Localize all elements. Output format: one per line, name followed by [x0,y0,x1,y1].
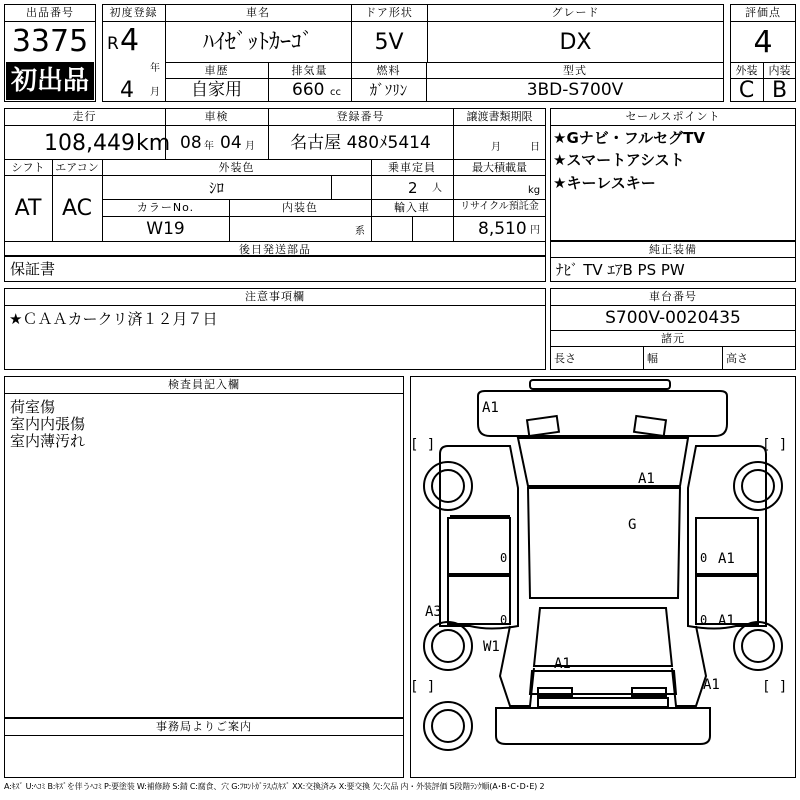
recycle-value: 8,510 [478,219,527,239]
model-value: 3BD-S700V [526,80,624,100]
car-name-value: ﾊｲｾﾞｯﾄｶｰｺﾞ [202,30,313,55]
first-reg-era: R [107,34,119,54]
interior-color-label: 内装色 [282,201,318,214]
first-reg-year: 4 [120,23,140,58]
transfer-day-unit: 日 [530,142,540,153]
recycle-unit: 円 [530,225,540,236]
diagram-bracket: [ ] [410,437,436,453]
sales-points-label: セールスポイント [625,110,721,123]
damage-mark: A1 [482,400,499,416]
dimensions-length: 長さ [554,352,576,365]
diagram-bracket: [ ] [762,679,788,695]
transfer-month-unit: 月 [491,142,501,153]
mileage-unit: km [136,131,171,156]
car-name-label: 車名 [246,6,270,19]
later-parts-box [4,256,546,282]
chassis-label: 車台番号 [649,290,697,303]
sales-point-item: ★Gナビ・フルセグTV [553,129,706,147]
diagram-bracket: [ ] [762,437,788,453]
damage-mark: W1 [483,639,500,655]
max-load-unit: kg [528,185,541,196]
notes-label: 注意事項欄 [245,290,305,303]
damage-mark: A1 [554,656,571,672]
first-reg-label: 初度登録 [109,6,158,19]
transfer-label: 譲渡書類期限 [466,110,533,123]
aircon-label: エアコン [55,161,99,174]
damage-mark: A3 [425,604,442,620]
score-value: 4 [753,25,773,60]
inspector-line: 室内内張傷 [10,415,86,433]
later-parts-value: 保証書 [10,260,56,278]
inspection-year-unit: 年 [204,141,214,152]
color-no-value: W19 [146,219,185,239]
displacement-value: 660 [292,80,325,100]
history-value: 自家用 [191,80,242,100]
max-load-label: 最大積載量 [472,161,527,174]
history-label: 車歴 [204,64,229,77]
displacement-label: 排気量 [291,64,328,77]
plate-label: 登録番号 [336,110,385,123]
inspector-label: 検査員記入欄 [168,378,240,391]
diagram-bracket: [ ] [410,679,436,695]
first-listing-badge: 初出品 [6,62,94,100]
mileage-label: 走行 [72,110,97,123]
later-parts-label: 後日発送部品 [239,243,311,256]
dimensions-label: 諸元 [661,332,685,345]
damage-mark: A1 [703,677,720,693]
interior-color-unit: 系 [355,226,365,237]
damage-mark: 0 [700,551,708,565]
capacity-value: 2 [408,179,418,197]
inspection-year: 08 [180,133,202,153]
capacity-label: 乗車定員 [388,161,436,174]
exterior-color-value: ｼﾛ [208,179,224,197]
fuel-value: ｶﾞｿﾘﾝ [369,81,408,99]
inspector-line: 室内薄汚れ [10,432,86,450]
genuine-equipment-label: 純正装備 [649,243,697,256]
exterior-grade-label: 外装 [735,64,758,77]
aircon-value: AC [61,196,93,221]
interior-grade-label: 内装 [768,64,791,77]
exterior-color-label: 外装色 [218,161,255,174]
fuel-label: 燃料 [376,64,401,77]
door-value: 5V [374,30,404,55]
car-outline-diagram [410,376,796,778]
inspection-label: 車検 [204,110,229,123]
inspector-line: 荷室傷 [10,398,56,416]
displacement-unit: cc [330,87,341,98]
recycle-label: リサイクル預託金 [460,201,539,212]
damage-mark: A1 [638,471,655,487]
office-label: 事務局よりご案内 [156,720,252,733]
sales-point-item: ★スマートアシスト [553,151,685,169]
score-label: 評価点 [745,6,781,19]
first-reg-year-unit: 年 [150,63,160,74]
damage-mark: 0 [700,613,708,627]
dimensions-height: 高さ [726,352,748,365]
damage-mark: A1 [718,613,735,629]
notes-value: ★ＣＡＡカークリ済１２月７日 [9,310,218,328]
grade-label: グレード [551,6,600,19]
capacity-unit: 人 [432,183,442,194]
interior-grade-value: B [771,78,788,103]
damage-mark: A1 [718,551,735,567]
lot-label: 出品番号 [26,6,74,19]
damage-mark: 0 [500,551,508,565]
color-no-label: カラーNo. [136,201,195,214]
sales-point-item: ★キーレスキー [553,174,656,192]
inspection-month: 04 [220,133,242,153]
grade-value: DX [559,30,592,55]
door-label: ドア形状 [365,6,413,19]
import-label: 輸入車 [394,201,430,214]
genuine-equipment-value: ﾅﾋﾞ TV ｴｱB PS PW [556,261,685,279]
lot-number: 3375 [11,24,89,59]
chassis-value: S700V-0020435 [605,308,741,328]
dimensions-width: 幅 [647,352,658,365]
model-label: 型式 [563,64,587,77]
first-reg-month-unit: 月 [150,87,160,98]
inspection-month-unit: 月 [245,141,255,152]
damage-mark: G [628,517,637,533]
legend-text: A:ｷｽﾞ U:ﾍｺﾐ B:ｷｽﾞを伴うﾍｺﾐ P:要塗装 W:補修跡 S:錆 C:腐食、穴 G:ﾌﾛﾝﾄｶﾞﾗｽ点ｷｽﾞ XX:交換済み X:要交換 欠:欠品 内・外装評価 5段階ﾗﾝｸ順(A･B･C･D･E) 2 [4,782,545,791]
mileage-value: 108,449 [44,131,135,156]
first-reg-month: 4 [120,78,134,103]
exterior-grade-value: C [738,78,755,103]
plate-value: 名古屋 480ﾒ5414 [290,133,431,153]
shift-label: シフト [11,161,45,174]
shift-value: AT [14,196,42,221]
damage-mark: 0 [500,613,508,627]
